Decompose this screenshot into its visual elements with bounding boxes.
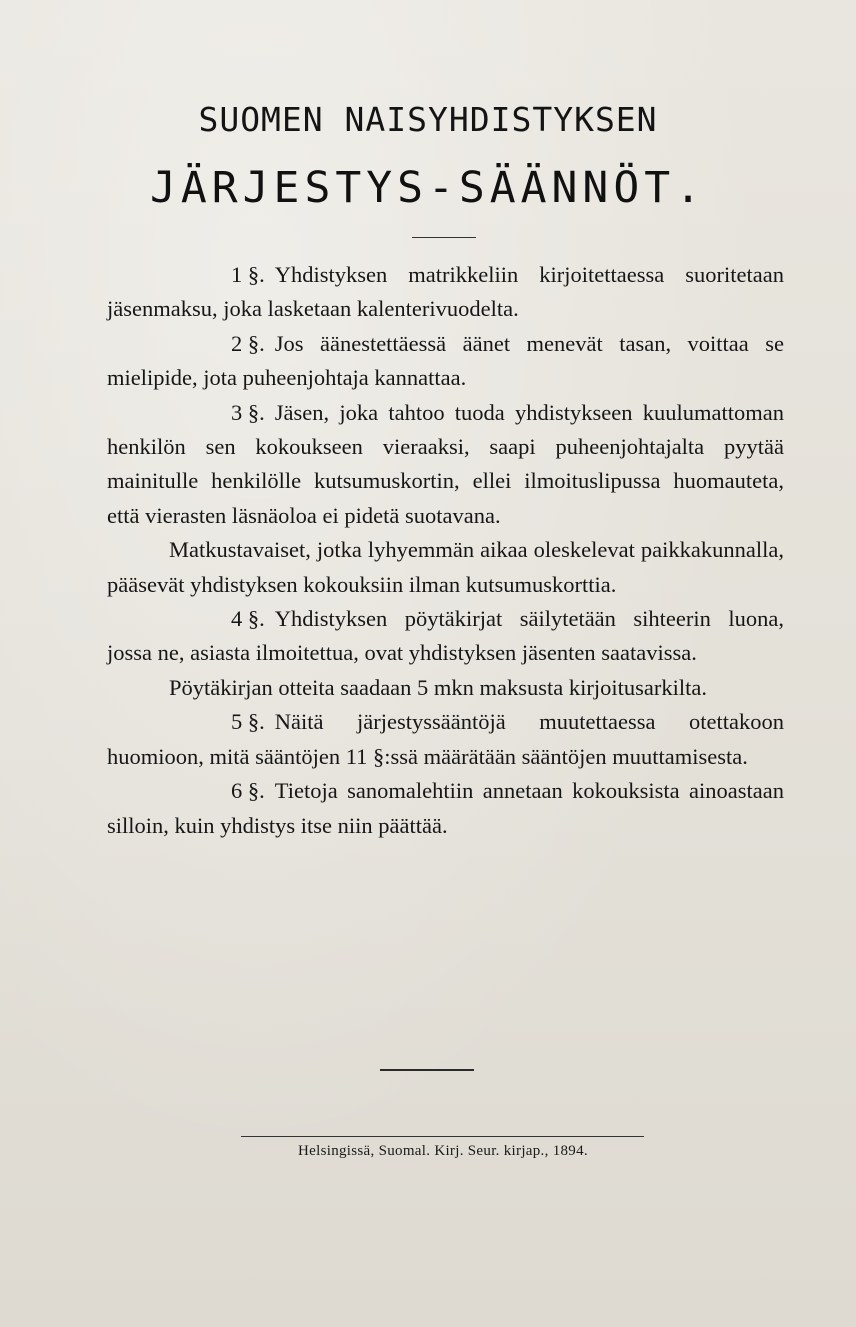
section-paragraph-4 (107, 602, 784, 671)
section-paragraph-5 (107, 705, 784, 774)
section-paragraph-6 (107, 774, 784, 843)
title-divider (412, 237, 476, 238)
section-text-2: Jos äänestettäessä äänet menevät tasan, voittaa se mielipide, jota puheenjohtaja kannattaa. (107, 330, 784, 391)
document-title: JÄRJESTYS-SÄÄNNÖT. (150, 163, 706, 213)
section-paragraph-2 (107, 327, 784, 396)
section-number-1: 1 §. (231, 262, 265, 287)
section-number-2: 2 §. (231, 330, 265, 356)
section-number-5: 5 §. (231, 709, 265, 735)
section-paragraph-1 (107, 258, 784, 327)
section-number-3: 3 §. (231, 399, 265, 425)
imprint-rule (241, 1136, 644, 1137)
printer-imprint: Helsingissä, Suomal. Kirj. Seur. kirjap., 1894. (298, 1143, 588, 1159)
section-text-5: Näitä järjestyssääntöjä muutettaessa otettakoon huomioon, mitä sääntöjen 11 §:ssä määrätään sääntöjen muuttamisesta. (107, 709, 784, 769)
rules-body (107, 258, 784, 843)
section-paragraph-3b (107, 533, 784, 602)
section-paragraph-3 (107, 396, 784, 534)
section-number-6: 6 §. (231, 778, 265, 804)
section-text-6: Tietoja sanomalehtiin annetaan kokouksista ainoastaan silloin, kuin yhdistys itse niin päättää. (107, 778, 784, 838)
section-paragraph-4b (107, 671, 784, 705)
section-text-4b: Pöytäkirjan otteita saadaan 5 mkn maksusta kirjoitusarkilta. (169, 674, 708, 700)
section-text-4: Yhdistyksen pöytäkirjat säilytetään sihteerin luona, jossa ne, asiasta ilmoitettua, ovat yhdistyksen jäsenten saatavissa. (107, 606, 784, 666)
section-text-3: Jäsen, joka tahtoo tuoda yhdistykseen kuulumattoman henkilön sen kokoukseen vieraaksi, saapi puheenjohtajalta pyytää mainitulle henkilölle kutsumuskortin, ellei ilmoituslipussa huomauteta, että vierasten läsnäoloa ei pidetä suotavana. (107, 399, 784, 528)
section-text-3b: Matkustavaiset, jotka lyhyemmän aikaa oleskelevat paikkakunnalla, pääsevät yhdistyksen kokouksiin ilman kutsumuskorttia. (107, 537, 784, 597)
closing-divider (380, 1069, 474, 1071)
society-name: SUOMEN NAISYHDISTYKSEN (198, 100, 658, 139)
section-text-1: Yhdistyksen matrikkeliin kirjoitettaessa suoritetaan jäsenmaksu, joka lasketaan kalenterivuodelta. (107, 262, 784, 322)
section-number-4: 4 §. (231, 606, 265, 632)
